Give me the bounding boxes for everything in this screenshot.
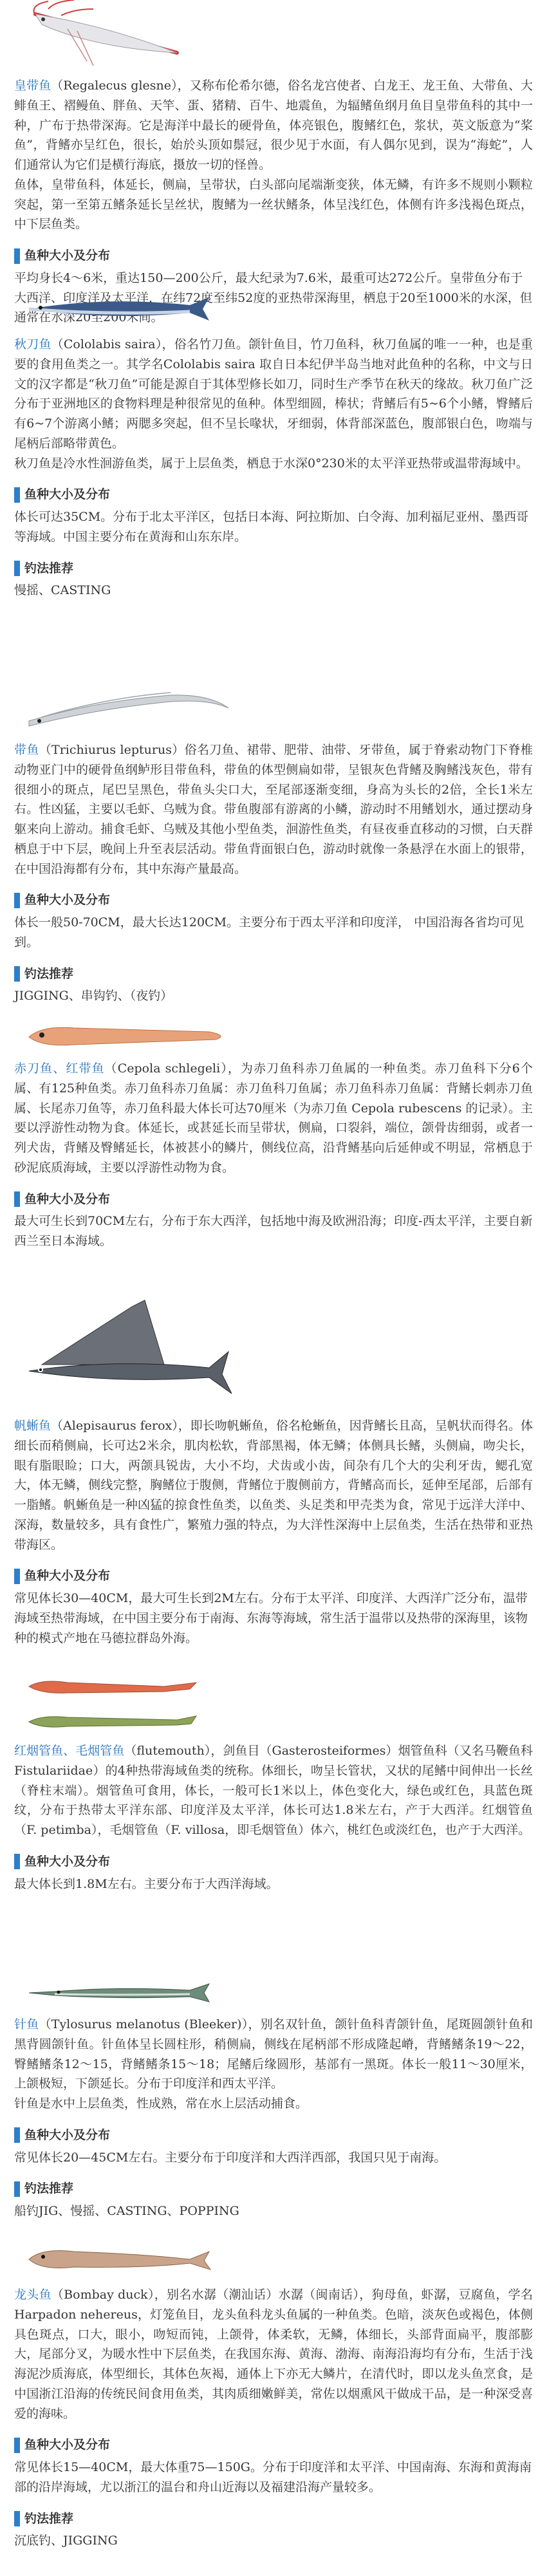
section-title: 鱼种大小及分布 [24, 1191, 111, 1206]
section-title: 钓法推荐 [24, 561, 74, 575]
section-size-distribution [14, 890, 533, 910]
fish-desc [14, 1416, 533, 1554]
section-bar-icon [14, 1191, 20, 1207]
fish-desc-text: （Tylosurus melanotus (Bleeker)），别名双针鱼，颌针鱼科青颌针鱼，尾斑圆颌针鱼和黑背圆颌针鱼。针鱼体呈长圆柱形，稍侧扁，侧线在尾柄部不形成隆起嵴，背鳍鳍条19～22，臀鳍鳍条12～15，背鳍鳍条15～18；尾鳍后缘圆形，基部有一黑斑。体长一般11～30厘米，上颌极短，下颌延长。分布于印度洋和西太平洋。 [14, 2017, 533, 2091]
section-title: 鱼种大小及分布 [24, 1854, 111, 1869]
fish-desc-2: 秋刀鱼是冷水性洄游鱼类，属于上层鱼类，栖息于水深0°230米的太平洋亚热带或温带海域中。 [14, 456, 528, 471]
section-title: 鱼种大小及分布 [24, 248, 111, 263]
section-body: 体长可达35CM。分布于北太平洋区，包括日本海、阿拉斯加、白令海、加利福尼亚州、墨西哥等海域。中国主要分布在黄海和山东东岸。 [14, 510, 529, 544]
section-bar-icon [14, 487, 20, 503]
fish-entry-lancetfish [0, 1287, 547, 1648]
fish-name: 帆蜥鱼 [14, 1419, 51, 1433]
section-title: 鱼种大小及分布 [24, 893, 111, 908]
section-body: 常见体长20—45CM左右。主要分布于印度洋和大西洋西部，我国只见于南海。 [14, 2150, 447, 2165]
section-body: 船钓JIG、慢摇、CASTING、POPPING [14, 2204, 239, 2219]
lancetfish-illustration [0, 1287, 547, 1416]
fish-desc [14, 2285, 533, 2423]
section-title: 鱼种大小及分布 [24, 1569, 111, 1583]
fish-desc-text: （Trichiurus lepturus）俗名刀鱼、裙带、肥带、油带、牙带鱼，属于脊索动物门下脊椎动物亚门中的硬骨鱼纲鲈形目带鱼科，带鱼的体型侧扁如带，呈银灰色背鳍及胸鳍浅灰色，带有很细小的斑点，尾巴呈黑色，带鱼头尖口大，至尾部逐渐变细，身高为头长的2倍，全长1米左右。性凶猛，主要以毛虾、乌贼为食。带鱼腹部有游离的小鳞，游动时不用鳍划水，通过摆动身躯来向上游动。捕食毛虾、乌贼及其他小型鱼类，洄游性鱼类，有昼夜垂直移动的习惯，白天群栖息于中下层，晚间上升至表层活动。带鱼背面银白色，游动时就像一条悬浮在水面上的银带，在中国沿海都有分布，其中东海产量最高。 [14, 743, 533, 876]
fish-entry-saury [0, 283, 547, 601]
fish-desc [14, 335, 533, 454]
fish-name: 龙头鱼 [14, 2288, 51, 2302]
fish-name: 赤刀鱼、红带鱼 [14, 1061, 105, 1076]
fish-desc [14, 1741, 533, 1840]
saury-illustration [0, 283, 547, 335]
fish-entry-bombay-duck [0, 2234, 547, 2551]
section-body: 慢摇、CASTING [14, 583, 111, 598]
oarfish-illustration [0, 0, 547, 76]
section-size-distribution [14, 2435, 533, 2455]
section-bar-icon [14, 561, 20, 576]
fish-desc-text: （flutemouth），剑鱼目（Gasterosteiformes）烟管鱼科（又名马鞭鱼科Fistulariidae）的4种热带海域鱼类的统称。体细长，吻呈长管状，又状的尾鳍中间伸出一长丝（脊柱末端）。烟管鱼可食用，体长，一般可长1米以上，体色变化大，绿色或红色，具蓝色斑纹，分布于热带太平洋东部、印度洋及太平洋，体长可达1.8米左右，产于大西洋。红烟管鱼（F. petimba），毛烟管鱼（F. villosa，即毛烟管鱼）体六，桃红色或淡红色，也产于大西洋。 [14, 1744, 533, 1838]
cornetfish-illustration [0, 1661, 547, 1741]
section-title: 钓法推荐 [24, 2511, 74, 2526]
section-bar-icon [14, 1569, 20, 1584]
fish-name: 红烟管鱼、毛烟管鱼 [14, 1744, 125, 1758]
fish-desc-2: 针鱼是水中上层鱼类，性成熟，常在水上层活动捕食。 [14, 2096, 308, 2111]
section-body: 常见体长30—40CM，最大可生长到2M左右。分布于太平洋、印度洋、大西洋广泛分布，温带海域至热带海域，在中国主要分布于南海、东海等海域，常生活于温带以及热带的深海里，该物种的模式产地在马德拉群岛外海。 [14, 1591, 528, 1645]
fish-entry-cornetfish [0, 1661, 547, 1894]
section-body: 沉底钓、JIGGING [14, 2534, 118, 2548]
section-bar-icon [14, 2127, 20, 2143]
section-size-distribution [14, 246, 533, 266]
section-body: 最大体长到1.8M左右。主要分布于大西洋海域。 [14, 1876, 279, 1891]
section-fishing-method [14, 2179, 533, 2199]
fish-name: 针鱼 [14, 2017, 39, 2031]
section-title: 鱼种大小及分布 [24, 487, 111, 502]
section-bar-icon [14, 2438, 20, 2453]
needlefish-illustration [0, 1970, 547, 2015]
section-bar-icon [14, 1854, 20, 1869]
fish-desc [14, 76, 533, 175]
section-body: 体长一般50-70CM，最大长达120CM。主要分布于西太平洋和印度洋， 中国沿海各省均可见到。 [14, 915, 524, 949]
section-size-distribution [14, 485, 533, 505]
fish-desc [14, 1059, 533, 1178]
section-bar-icon [14, 893, 20, 908]
fish-entry-hairtail [0, 676, 547, 1006]
hairtail-illustration [0, 676, 547, 740]
section-size-distribution [14, 1566, 533, 1586]
section-fishing-method [14, 559, 533, 579]
section-title: 钓法推荐 [24, 966, 74, 981]
fish-desc-text: （Alepisaurus ferox），即长吻帆蜥鱼，俗名枪蜥鱼，因背鳍长且高，呈帆状而得名。体细长而稍侧扁，长可达2米余，肌肉松软，背部黑褐，体无鳞；体侧具长鳍，头侧扁，吻尖长，眼有脂眼睑；口大，两颌具锐齿，大小不均，犬齿或小齿，间杂有几个大的尖利牙齿，鳃孔宽大，体无鳞，侧线完整，胸鳍位于腹侧，背鳍位于腹侧前方，背鳍高而长，延伸至尾部，后部有一脂鳍。帆蜥鱼是一种凶猛的掠食性鱼类，以鱼类、头足类和甲壳类为食，常见于远洋大洋中、深海，数量较多，具有食性广，繁殖力强的特点，为大洋性深海中上层鱼类，生活在热带和亚热带海区。 [14, 1419, 533, 1552]
section-body: 最大可生长到70CM左右，分布于东大西洋，包括地中海及欧洲沿海；印度-西太平洋，主要自新西兰至日本海域。 [14, 1214, 533, 1249]
section-size-distribution [14, 2125, 533, 2145]
fish-name: 皇带鱼 [14, 79, 51, 93]
bandfish-illustration [0, 1014, 547, 1059]
fish-desc [14, 2015, 533, 2094]
section-bar-icon [14, 248, 20, 264]
section-title: 鱼种大小及分布 [24, 2438, 111, 2452]
section-fishing-method [14, 2509, 533, 2529]
fish-desc-text: （Cepola schlegeli），为赤刀鱼科赤刀鱼属的一种鱼类。赤刀鱼科下分6个属、有125种鱼类。赤刀鱼科赤刀鱼属：赤刀鱼科刀鱼属；赤刀鱼科赤刀鱼属：背鳍长刺赤刀鱼属、长尾赤刀鱼等，赤刀鱼科最大体长可达70厘米（为赤刀鱼 Cepola rubescens 的记录）。主要以浮游性动物为食。体延长，或甚延长而呈带状，侧扁，口裂斜，端位，颌骨齿细弱，或者一列犬齿，背鳍及臀鳍延长，体被甚小的鳞片，侧线位高，沿背鳍基向后延伸或不明显，常栖息于砂泥底质海域，主要以浮游性动物为食。 [14, 1061, 533, 1175]
fish-desc-text: （Regalecus glesne），又称布伦希尔德，俗名龙宫使者、白龙王、龙王鱼、大带鱼、大鲱鱼王、褶鳗鱼、胖鱼、天竿、蛋、猪精、百牛、地震鱼，为辐鳍鱼纲月鱼目皇带鱼科的其中一种，广布于热带深海。它是海洋中最长的硬骨鱼，体亮银色，腹鳍红色，浆状，英文版意为“桨鱼”，背鳍亦呈红色，很长，始於头顶如鬃冠，很少见于水面，有人偶尔见到，误为“海蛇”，人们通常认为它们是横行海底，摄放一切的怪兽。 [14, 79, 533, 173]
fish-desc-2: 鱼体，皇带鱼科，体延长，侧扁，呈带状，白头部向尾端渐变狭，体无鳞，有许多不规则小颗粒突起，第一至第五鳍条延长呈丝状，腹鳍为一丝状鳍条，体呈浅红色，体侧有许多浅褐色斑点，中下层鱼类。 [14, 177, 533, 232]
fish-entry-needlefish [0, 1970, 547, 2221]
section-size-distribution [14, 1852, 533, 1872]
fish-desc [14, 740, 533, 879]
section-title: 钓法推荐 [24, 2181, 74, 2196]
fish-name: 带鱼 [14, 743, 39, 757]
fish-entry-oarfish [0, 0, 547, 328]
section-bar-icon [14, 966, 20, 982]
fish-desc-text: （Cololabis saira），俗名竹刀鱼。颌针鱼目，竹刀鱼科，秋刀鱼属的唯一一种，也是重要的食用鱼类之一。其学名Cololabis saira 取自日本纪伊半岛当地对此鱼种的名称，中文与日文的汉字都是“秋刀鱼”可能是源自于其体型修长如刀，同时生产季节在秋天的缘故。秋刀鱼广泛分布于亚洲地区的食物料理是种很常见的鱼种。体型细圆，棒状；背鳍后有5~6个小鳍，臀鳍后有6~7个游离小鳍；两腮多突起，但不呈长喙状，牙细弱，体背部深蓝色，腹部银白色，吻端与尾柄后部略带黄色。 [14, 337, 533, 451]
section-size-distribution [14, 1190, 533, 1209]
fish-name: 秋刀鱼 [14, 337, 51, 351]
section-body: 平均身长4～6米，重达150—200公斤，最大纪录为7.6米，最重可达272公斤。皇带鱼分布于大西洋、印度洋及太平洋，在纬72度至纬52度的亚热带深海里，栖息于20至1000米的水深，但通常在水深20至200米间。 [14, 270, 532, 325]
section-bar-icon [14, 2511, 20, 2526]
fish-desc-text: （Bombay duck），别名水潺（潮汕话）水潺（闽南话），狗母鱼，虾潺，豆腐鱼，学名Harpadon nehereus，灯笼鱼目，龙头鱼科龙头鱼属的一种鱼类。色暗，淡灰色或褐色，体侧具色斑点，口大，眼小，吻短而钝，上颌骨，体柔软，无鳞，体细长，头部背面扁平，腹部膨大，尾部分叉，为暖水性中下层鱼类，在我国东海、黄海、渤海、南海沿海均有分布，生活于浅海泥沙质海底，体型细长，其体色灰褐，通体上下亦无大鳞片，在清代时，即以龙头鱼烹食，是中国浙江沿海的传统民间食用鱼类，其肉质细嫩鲜美，常佐以烟熏风干做成干品，是一种深受喜爱的海味。 [14, 2288, 533, 2421]
fish-entry-bandfish [0, 1014, 547, 1251]
section-body: JIGGING、串钩钓、（夜钓） [14, 989, 173, 1003]
bombay-duck-illustration [0, 2234, 547, 2285]
section-fishing-method [14, 964, 533, 984]
section-body: 常见体长15—40CM，最大体重75—150G。分布于印度洋和太平洋、中国南海、东海和黄海南部的沿岸海域，尤以浙江的温台和舟山近海以及福建沿海产量较多。 [14, 2460, 532, 2494]
section-title: 鱼种大小及分布 [24, 2127, 111, 2142]
section-bar-icon [14, 2181, 20, 2197]
